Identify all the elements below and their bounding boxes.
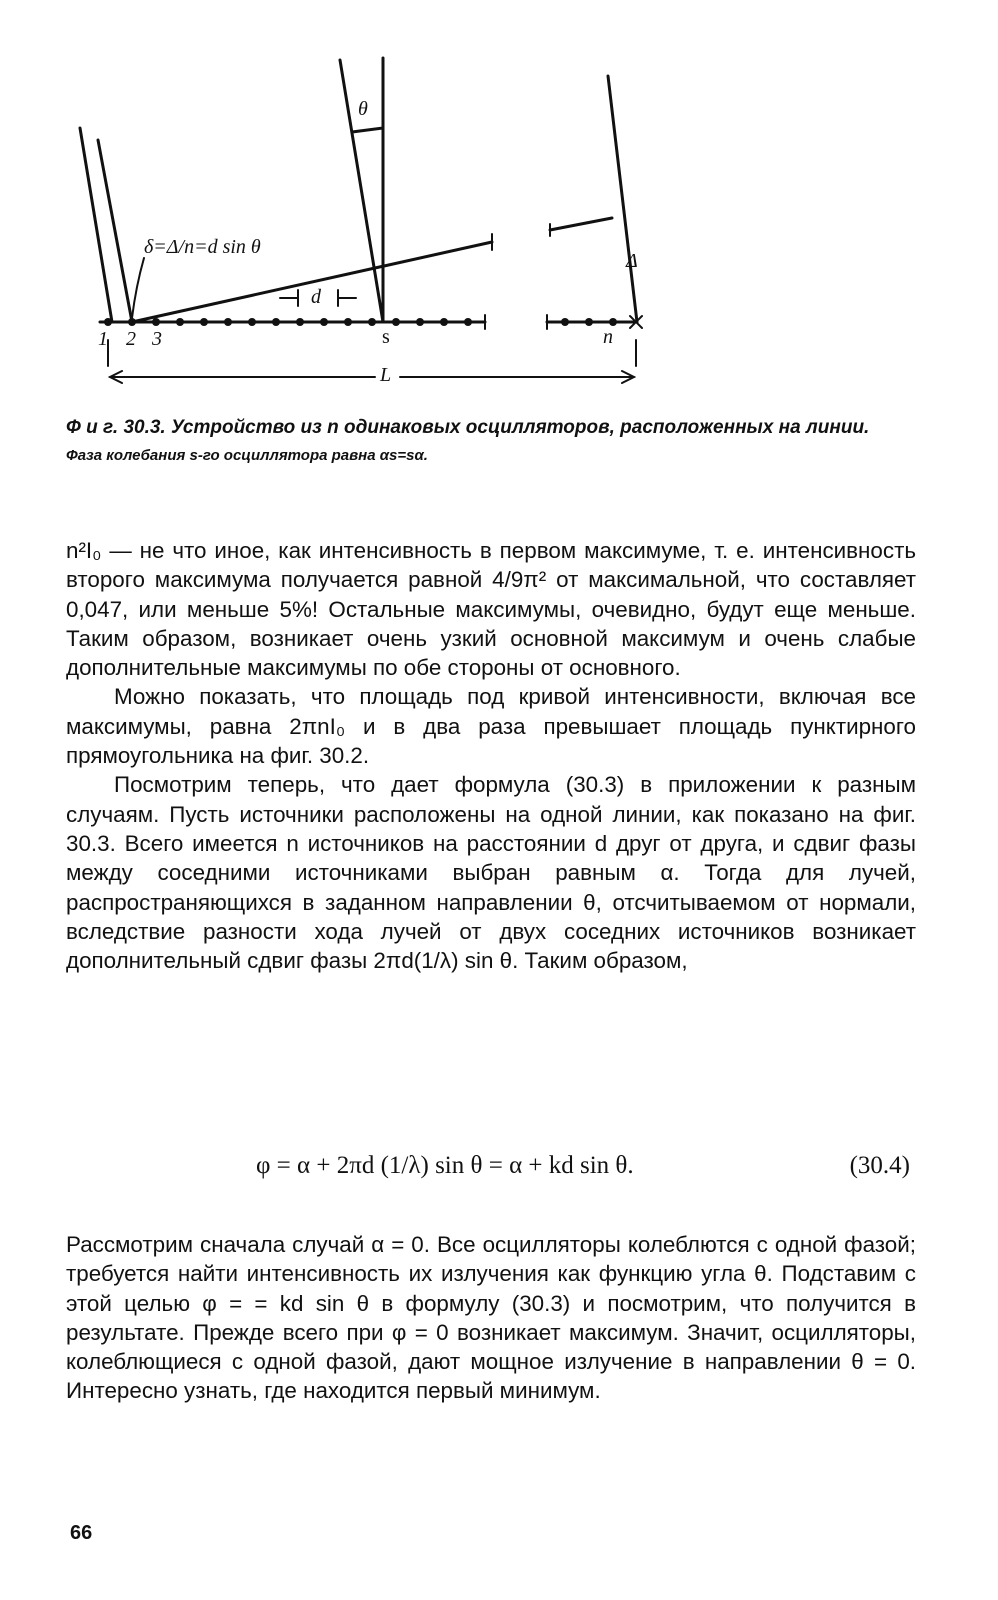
theta-arc: [352, 128, 383, 132]
label-L: L: [380, 364, 392, 386]
label-theta: θ: [358, 98, 368, 120]
body-text: [66, 536, 916, 975]
equation-formula: φ = α + 2πd (1/λ) sin θ = α + kd sin θ.: [256, 1152, 634, 1179]
label-n: n: [603, 326, 613, 348]
ray-2: [98, 140, 132, 322]
paragraph-4: Рассмотрим сначала случай α = 0. Все осцилляторы колеблются с одной фазой; требуется найти интенсивность их излучения как функцию угла θ. Подставим с этой целью φ = = kd sin θ в формулу (30.3) и посмотрим, что получится в результате. Прежде всего при φ = 0 возникает максимум. Значит, осцилляторы, колеблющиеся с одной фазой, дают мощное излучение в направлении θ = 0. Интересно узнать, где находится первый минимум.: [66, 1232, 916, 1404]
ray-n: [608, 76, 637, 322]
Delta-segment: [550, 218, 612, 230]
label-d: d: [311, 286, 321, 308]
delta-arrow: [132, 258, 144, 318]
label-delta-formula: δ=Δ/n=d sin θ: [144, 236, 261, 258]
paragraph-3: Посмотрим теперь, что дает формула (30.3) в приложении к разным случаям. Пусть источники расположены на одной линии, как показано на фиг. 30.3. Всего имеется n источников на расстоянии d друг от друга, и сдвиг фазы между соседними источниками выбран равным α. Тогда для лучей, распространяющихся в заданном направлении θ, отсчитываемом от нормали, вследствие разности хода лучей от двух соседних источников возникает дополнительный сдвиг фазы 2πd(1/λ) sin θ. Таким образом,: [66, 772, 916, 974]
caption-title: Ф и г. 30.3. Устройство из n одинаковых осцилляторов, расположенных на линии.: [66, 417, 870, 438]
paragraph-2: Можно показать, что площадь под кривой интенсивности, включая все максимумы, равна 2πnI₀ и в два раза превышает площадь пунктирного прямоугольника на фиг. 30.2.: [66, 684, 916, 769]
label-1: 1: [98, 328, 108, 350]
figure-caption: [66, 414, 946, 469]
paragraph-1: n²I₀ — не что иное, как интенсивность в первом максимуме, т. е. интенсивность второго максимума получается равной 4/9π² от максимальной, что составляет 0,047, или меньше 5%! Остальные максимумы, очевидно, будут еще меньше. Таким образом, возникает очень узкий основной максимум и очень слабые дополнительные максимумы по обе стороны от основного.: [66, 538, 916, 681]
label-2: 2: [126, 328, 136, 350]
equation-number: (30.4): [849, 1152, 910, 1179]
page-number: 66: [70, 1522, 93, 1544]
figure-30-3: [60, 40, 960, 410]
label-s: s: [382, 326, 390, 348]
label-3: 3: [152, 328, 162, 350]
oscillator-diagram: [60, 40, 960, 410]
equation-30-4: [66, 1140, 916, 1200]
label-Delta: Δ: [626, 250, 638, 272]
ray-1: [80, 128, 112, 322]
caption-note: Фаза колебания s-го осциллятора равна αs=sα.: [66, 447, 428, 464]
